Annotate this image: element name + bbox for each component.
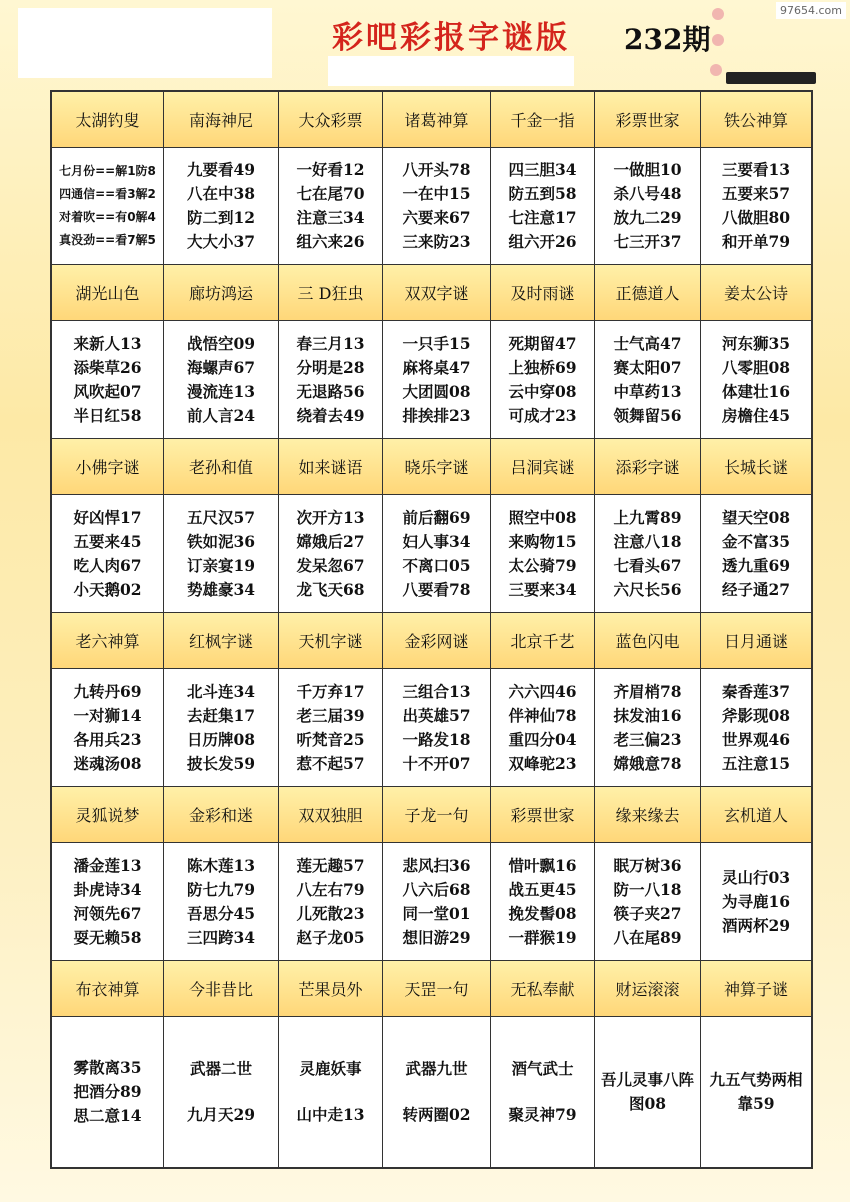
riddle-line: 九五气势两相靠59 <box>709 1070 803 1113</box>
riddle-line: 体建壮16 <box>721 381 791 401</box>
riddle-line: 前人言24 <box>186 405 256 425</box>
riddle-line: 排挨排23 <box>402 405 471 425</box>
column-header: 双双独胆 <box>279 787 383 843</box>
riddle-cell <box>52 495 164 613</box>
riddle-line: 赵子龙05 <box>296 927 365 947</box>
riddle-line: 挽发髻08 <box>508 903 577 923</box>
column-header: 彩票世家 <box>595 92 701 148</box>
riddle-line: 十不开07 <box>402 753 471 773</box>
riddle-cell <box>52 321 164 439</box>
riddle-line: 七注意17 <box>508 208 577 227</box>
riddle-line: 聚灵神79 <box>508 1105 577 1124</box>
riddle-line: 把酒分89 <box>73 1082 142 1101</box>
riddle-line: 战五更45 <box>508 879 577 899</box>
riddle-line: 秦香莲37 <box>721 681 791 701</box>
site-tag[interactable]: 97654.com <box>776 2 846 19</box>
riddle-line: 半日红58 <box>73 405 142 425</box>
column-header: 诸葛神算 <box>383 92 491 148</box>
column-header: 及时雨谜 <box>491 265 595 321</box>
riddle-line: 吾思分45 <box>186 903 256 923</box>
column-header: 三 D狂虫 <box>279 265 383 321</box>
riddle-line: 酒两杯29 <box>721 915 791 935</box>
riddle-line: 注意八18 <box>613 531 682 551</box>
column-header: 湖光山色 <box>52 265 164 321</box>
riddle-line: 四三胆34 <box>508 160 577 179</box>
riddle-line: 放九二29 <box>613 208 682 227</box>
riddle-cell <box>383 148 491 265</box>
riddle-cell <box>595 148 701 265</box>
column-header: 缘来缘去 <box>595 787 701 843</box>
riddle-line: 三要来34 <box>508 579 577 599</box>
column-header: 红枫字谜 <box>164 613 279 669</box>
riddle-line: 赛太阳07 <box>613 357 682 377</box>
column-header: 灵狐说梦 <box>52 787 164 843</box>
riddle-line: 吾儿灵事八阵图08 <box>600 1070 694 1113</box>
riddle-line: 出英雄57 <box>402 705 471 725</box>
column-header: 老六神算 <box>52 613 164 669</box>
riddle-line: 可成才23 <box>508 405 577 425</box>
riddle-cell <box>164 148 279 265</box>
blank-box-left <box>18 8 272 78</box>
riddle-line: 防一八18 <box>613 879 682 899</box>
riddle-line: 五注意15 <box>721 753 791 773</box>
issue-number: 232期 <box>624 23 711 56</box>
riddle-line: 防七九79 <box>186 879 256 899</box>
riddle-line: 筷子夹27 <box>613 903 682 923</box>
riddle-line: 重四分04 <box>508 729 577 749</box>
riddle-line: 大大小37 <box>186 232 256 251</box>
column-header: 铁公神算 <box>701 92 811 148</box>
riddle-line: 河东狮35 <box>721 333 791 353</box>
column-header: 蓝色闪电 <box>595 613 701 669</box>
riddle-line: 五尺汉57 <box>186 507 256 527</box>
riddle-cell <box>279 1017 383 1167</box>
column-header: 金彩网谜 <box>383 613 491 669</box>
riddle-line: 灵山行03 <box>721 867 791 887</box>
riddle-line: 铁如泥36 <box>186 531 256 551</box>
riddle-table <box>50 90 813 1169</box>
column-header: 双双字谜 <box>383 265 491 321</box>
riddle-line: 六尺长56 <box>613 579 682 599</box>
riddle-line: 八左右79 <box>296 879 365 899</box>
riddle-line: 灵鹿妖事 <box>299 1059 362 1078</box>
column-header: 金彩和迷 <box>164 787 279 843</box>
riddle-line: 五要来57 <box>721 184 791 203</box>
riddle-line: 照空中08 <box>508 507 577 527</box>
riddle-line: 潘金莲13 <box>73 855 142 875</box>
riddle-line: 伴神仙78 <box>508 705 577 725</box>
riddle-cell <box>383 669 491 787</box>
column-header: 晓乐字谜 <box>383 439 491 495</box>
riddle-line: 中草药13 <box>613 381 682 401</box>
riddle-line: 领舞留56 <box>613 405 682 425</box>
column-header: 日月通谜 <box>701 613 811 669</box>
riddle-cell <box>164 495 279 613</box>
riddle-line: 一只手15 <box>402 333 471 353</box>
riddle-line: 好凶悍17 <box>73 507 142 527</box>
riddle-line: 同一堂01 <box>402 903 471 923</box>
riddle-line: 云中穿08 <box>508 381 577 401</box>
riddle-line: 上九霄89 <box>613 507 682 527</box>
riddle-line: 注意三34 <box>296 208 365 227</box>
riddle-cell <box>279 843 383 961</box>
riddle-cell <box>701 321 811 439</box>
riddle-line: 七看头67 <box>613 555 682 575</box>
column-header: 今非昔比 <box>164 961 279 1017</box>
riddle-line: 三四跨34 <box>186 927 256 947</box>
riddle-line: 七三开37 <box>613 232 682 251</box>
riddle-cell <box>383 495 491 613</box>
riddle-line: 武器九世 <box>405 1059 468 1078</box>
riddle-line: 八六后68 <box>402 879 471 899</box>
riddle-line: 房檐住45 <box>721 405 791 425</box>
column-header: 姜太公诗 <box>701 265 811 321</box>
riddle-line: 八做胆80 <box>721 208 791 227</box>
riddle-cell <box>52 1017 164 1167</box>
riddle-cell <box>491 495 595 613</box>
riddle-line: 斧影现08 <box>721 705 791 725</box>
riddle-line: 添柴草26 <box>73 357 142 377</box>
riddle-line: 儿死散23 <box>296 903 365 923</box>
riddle-line: 陈木莲13 <box>186 855 256 875</box>
riddle-line: 防二到12 <box>186 208 256 227</box>
riddle-cell <box>491 1017 595 1167</box>
corner-logo-icon <box>706 6 816 86</box>
riddle-line: 五要来45 <box>73 531 142 551</box>
riddle-cell <box>52 148 164 265</box>
riddle-line: 耍无赖58 <box>73 927 142 947</box>
riddle-line: 披长发59 <box>186 753 256 773</box>
riddle-line: 四通信==看3解2 <box>59 187 156 201</box>
riddle-line: 惜叶飘16 <box>508 855 577 875</box>
riddle-line: 海螺声67 <box>186 357 256 377</box>
riddle-line: 订亲宴19 <box>186 555 256 575</box>
riddle-line: 来新人13 <box>73 333 142 353</box>
riddle-line: 真没劲==看7解5 <box>59 233 156 247</box>
riddle-cell <box>595 495 701 613</box>
riddle-line: 抹发油16 <box>613 705 682 725</box>
column-header: 小佛字谜 <box>52 439 164 495</box>
column-header: 廊坊鸿运 <box>164 265 279 321</box>
riddle-cell <box>164 1017 279 1167</box>
riddle-line: 八要看78 <box>402 579 471 599</box>
column-header: 无私奉献 <box>491 961 595 1017</box>
riddle-cell <box>383 321 491 439</box>
riddle-line: 九月天29 <box>186 1105 256 1124</box>
riddle-line: 各用兵23 <box>73 729 142 749</box>
riddle-cell <box>595 669 701 787</box>
riddle-line: 千万弃17 <box>296 681 365 701</box>
riddle-line: 眠万树36 <box>613 855 682 875</box>
riddle-line: 想旧游29 <box>402 927 471 947</box>
column-header: 玄机道人 <box>701 787 811 843</box>
riddle-cell <box>491 669 595 787</box>
riddle-line: 嫦娥后27 <box>296 531 365 551</box>
riddle-line: 双峰驼23 <box>508 753 577 773</box>
riddle-cell <box>595 1017 701 1167</box>
riddle-line: 酒气武士 <box>511 1059 574 1078</box>
riddle-cell <box>595 321 701 439</box>
riddle-line: 三组合13 <box>402 681 471 701</box>
riddle-line: 悲风扫36 <box>402 855 471 875</box>
riddle-line: 分明是28 <box>296 357 365 377</box>
riddle-line: 一路发18 <box>402 729 471 749</box>
riddle-line: 六六四46 <box>508 681 577 701</box>
column-header: 天机字谜 <box>279 613 383 669</box>
blank-box-center <box>328 56 574 86</box>
riddle-line: 不离口05 <box>402 555 471 575</box>
riddle-line: 老三偏23 <box>613 729 682 749</box>
column-header: 天罡一句 <box>383 961 491 1017</box>
riddle-line: 一对狮14 <box>73 705 142 725</box>
riddle-cell <box>491 148 595 265</box>
riddle-line: 听梵音25 <box>296 729 365 749</box>
riddle-cell <box>279 495 383 613</box>
riddle-cell <box>164 321 279 439</box>
riddle-line: 八在尾89 <box>613 927 682 947</box>
riddle-line: 防五到58 <box>508 184 577 203</box>
riddle-line: 绕着去49 <box>296 405 365 425</box>
riddle-cell <box>52 669 164 787</box>
riddle-cell <box>595 843 701 961</box>
riddle-line: 惹不起57 <box>296 753 365 773</box>
riddle-line: 思二意14 <box>73 1106 142 1125</box>
riddle-cell <box>279 669 383 787</box>
riddle-line: 去赶集17 <box>186 705 256 725</box>
riddle-cell <box>164 669 279 787</box>
riddle-line: 来购物15 <box>508 531 577 551</box>
riddle-line: 龙飞天68 <box>296 579 365 599</box>
riddle-cell <box>701 148 811 265</box>
riddle-line: 七月份==解1防8 <box>59 164 156 178</box>
riddle-line: 妇人事34 <box>402 531 471 551</box>
riddle-line: 杀八号48 <box>613 184 682 203</box>
column-header: 财运滚滚 <box>595 961 701 1017</box>
riddle-line: 组六来26 <box>296 232 365 251</box>
riddle-line: 九要看49 <box>186 160 256 179</box>
riddle-line: 吃人肉67 <box>73 555 142 575</box>
riddle-line: 迷魂汤08 <box>73 753 142 773</box>
riddle-cell <box>383 1017 491 1167</box>
riddle-line: 卦虎诗34 <box>73 879 142 899</box>
column-header: 芒果员外 <box>279 961 383 1017</box>
riddle-line: 六要来67 <box>402 208 471 227</box>
riddle-cell <box>701 495 811 613</box>
riddle-line: 三来防23 <box>402 232 471 251</box>
riddle-line: 春三月13 <box>296 333 365 353</box>
riddle-line: 和开单79 <box>721 232 791 251</box>
riddle-cell <box>701 1017 811 1167</box>
riddle-line: 望天空08 <box>721 507 791 527</box>
column-header: 吕洞宾谜 <box>491 439 595 495</box>
riddle-line: 小天鹅02 <box>73 579 142 599</box>
riddle-line: 河领先67 <box>73 903 142 923</box>
riddle-cell <box>164 843 279 961</box>
riddle-line: 七在尾70 <box>296 184 365 203</box>
column-header: 子龙一句 <box>383 787 491 843</box>
riddle-line: 一好看12 <box>296 160 365 179</box>
riddle-cell <box>279 148 383 265</box>
column-header: 老孙和值 <box>164 439 279 495</box>
column-header: 北京千艺 <box>491 613 595 669</box>
riddle-line: 大团圆08 <box>402 381 471 401</box>
riddle-line: 发呆忽67 <box>296 555 365 575</box>
riddle-line: 金不富35 <box>721 531 791 551</box>
riddle-line: 上独桥69 <box>508 357 577 377</box>
page-title: 彩吧彩报字谜版 <box>332 20 570 56</box>
riddle-line: 一在中15 <box>402 184 471 203</box>
column-header: 南海神尼 <box>164 92 279 148</box>
riddle-line: 士气高47 <box>613 333 682 353</box>
riddle-line: 武器二世 <box>189 1059 252 1078</box>
riddle-cell <box>52 843 164 961</box>
riddle-cell <box>491 321 595 439</box>
column-header: 长城长谜 <box>701 439 811 495</box>
riddle-line: 老三届39 <box>296 705 365 725</box>
riddle-line: 嫦娥意78 <box>613 753 682 773</box>
riddle-line: 八零胆08 <box>721 357 791 377</box>
riddle-cell <box>491 843 595 961</box>
riddle-line: 势雄豪34 <box>186 579 256 599</box>
riddle-line: 九转丹69 <box>73 681 142 701</box>
riddle-line: 太公骑79 <box>508 555 577 575</box>
riddle-line: 透九重69 <box>721 555 791 575</box>
column-header: 彩票世家 <box>491 787 595 843</box>
riddle-line: 经子通27 <box>721 579 791 599</box>
column-header: 正德道人 <box>595 265 701 321</box>
riddle-line: 转两圈02 <box>402 1105 471 1124</box>
riddle-line: 麻将桌47 <box>402 357 471 377</box>
column-header: 添彩字谜 <box>595 439 701 495</box>
riddle-cell <box>701 843 811 961</box>
column-header: 布衣神算 <box>52 961 164 1017</box>
column-header: 神算子谜 <box>701 961 811 1017</box>
riddle-line: 前后翻69 <box>402 507 471 527</box>
riddle-cell <box>383 843 491 961</box>
riddle-line: 死期留47 <box>508 333 577 353</box>
riddle-line: 一做胆10 <box>613 160 682 179</box>
riddle-line: 次开方13 <box>296 507 365 527</box>
riddle-line: 莲无趣57 <box>296 855 365 875</box>
riddle-line: 漫流连13 <box>186 381 256 401</box>
riddle-line: 八在中38 <box>186 184 256 203</box>
riddle-cell <box>701 669 811 787</box>
riddle-line: 世界观46 <box>721 729 791 749</box>
riddle-line: 为寻鹿16 <box>721 891 791 911</box>
riddle-line: 战悟空09 <box>186 333 256 353</box>
riddle-line: 无退路56 <box>296 381 365 401</box>
riddle-line: 北斗连34 <box>186 681 256 701</box>
riddle-cell <box>279 321 383 439</box>
riddle-line: 山中走13 <box>296 1105 365 1124</box>
column-header: 大众彩票 <box>279 92 383 148</box>
riddle-line: 三要看13 <box>721 160 791 179</box>
riddle-line: 组六开26 <box>508 232 577 251</box>
riddle-line: 八开头78 <box>402 160 471 179</box>
column-header: 如来谜语 <box>279 439 383 495</box>
riddle-line: 风吹起07 <box>73 381 142 401</box>
column-header: 千金一指 <box>491 92 595 148</box>
riddle-line: 日历牌08 <box>186 729 256 749</box>
riddle-line: 齐眉梢78 <box>613 681 682 701</box>
column-header: 太湖钓叟 <box>52 92 164 148</box>
riddle-line: 对着吹==有0解4 <box>59 210 156 224</box>
riddle-line: 一群猴19 <box>508 927 577 947</box>
riddle-line: 雾散离35 <box>73 1058 142 1077</box>
